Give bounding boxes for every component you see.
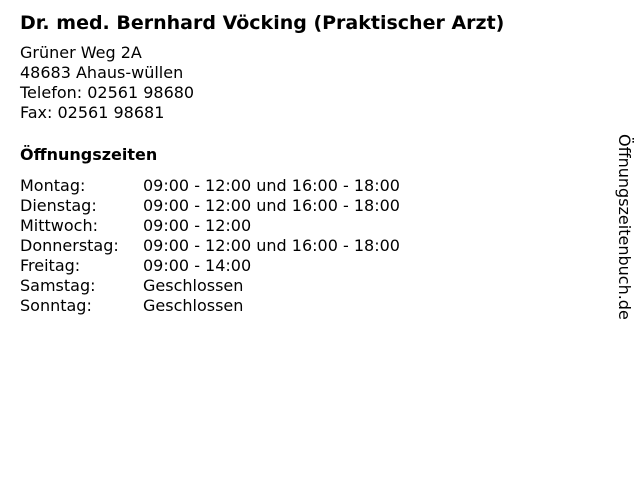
hours-row-thursday (20, 236, 600, 256)
hours-day: Freitag: (20, 256, 81, 275)
page-title: Dr. med. Bernhard Vöcking (Praktischer Arzt) (20, 12, 505, 34)
hours-time: 09:00 - 12:00 und 16:00 - 18:00 (143, 236, 400, 255)
city-address: 48683 Ahaus-wüllen (20, 63, 184, 82)
hours-day: Donnerstag: (20, 236, 119, 255)
opening-hours-table (20, 176, 600, 316)
phone-number: Telefon: 02561 98680 (20, 83, 195, 102)
hours-time: 09:00 - 12:00 und 16:00 - 18:00 (143, 176, 400, 195)
hours-time: Geschlossen (143, 296, 244, 315)
hours-day: Sonntag: (20, 296, 92, 315)
hours-row-monday (20, 176, 600, 196)
hours-time: 09:00 - 12:00 und 16:00 - 18:00 (143, 196, 400, 215)
address-block (20, 43, 600, 123)
hours-day: Mittwoch: (20, 216, 98, 235)
business-listing (20, 10, 600, 316)
hours-day: Samstag: (20, 276, 96, 295)
hours-row-tuesday (20, 196, 600, 216)
hours-row-wednesday (20, 216, 600, 236)
street-address: Grüner Weg 2A (20, 43, 142, 62)
hours-time: 09:00 - 12:00 (143, 216, 252, 235)
hours-row-saturday (20, 276, 600, 296)
fax-number: Fax: 02561 98681 (20, 103, 165, 122)
hours-day: Dienstag: (20, 196, 97, 215)
hours-time: Geschlossen (143, 276, 244, 295)
hours-row-sunday (20, 296, 600, 316)
site-watermark-text: Öffnungszeitenbuch.de (615, 134, 634, 320)
hours-row-friday (20, 256, 600, 276)
opening-hours-heading: Öffnungszeiten (20, 145, 158, 164)
hours-day: Montag: (20, 176, 86, 195)
hours-time: 09:00 - 14:00 (143, 256, 252, 275)
